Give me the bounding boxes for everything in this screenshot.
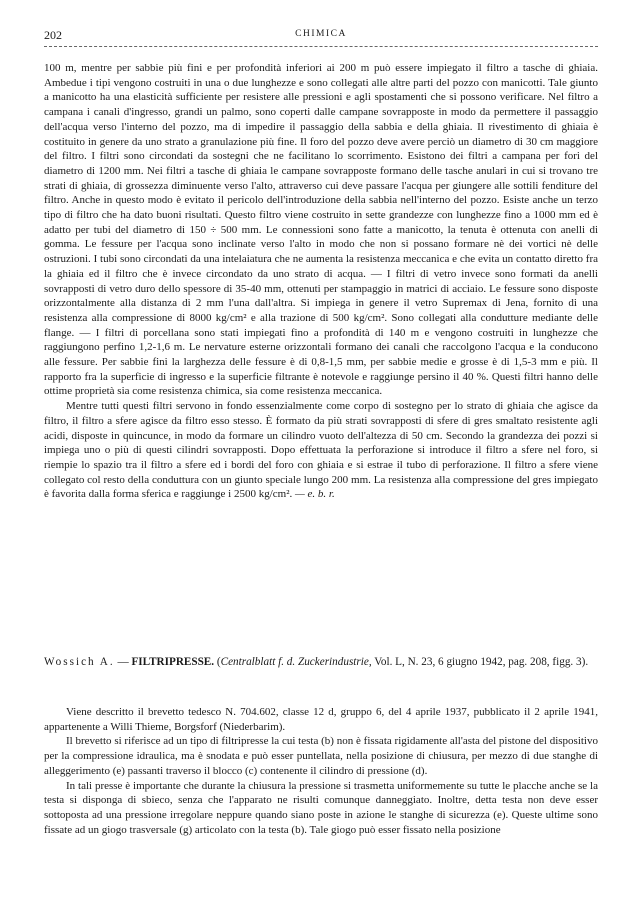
article2-citation: Vol. L, N. 23, 6 giugno 1942, pag. 208, figg. 3). [371, 656, 589, 668]
page-header [44, 28, 598, 42]
article2-paragraph-3: In tali presse è importante che durante la chiusura la pressione si trasmetta uniformemente su tutte le placche anche se la testa si disponga di sbieco, senza che l'apparato ne risulti comunque danneggiato. Inoltre, detta testa non deve esser sottoposta ad una pressione irregolare neppure quando siano poste in azione le stanghe di sicurezza (e). Queste ultime sono fissate ad un giogo trasversale (g) articolato con la testa (b). Tale giogo può esser fissato nella posizione [44, 779, 598, 836]
article2-paragraph-2: Il brevetto si riferisce ad un tipo di filtripresse la cui testa (b) non è fissata rigidamente all'asta del pistone del dispositivo per la compressione idraulica, ma è snodata e può esser puntellata, nella posizione di chiusura, per mezzo di due stanghe di alleggerimento (e) passanti traverso il blocco (c) contenente il cilindro di pressione (d). [44, 735, 598, 777]
article1-paragraph-2 [44, 399, 598, 502]
header-rule [44, 46, 598, 47]
article2-paragraph-1: Viene descritto il brevetto tedesco N. 704.602, classe 12 d, gruppo 6, del 4 aprile 1937, pubblicato il 2 aprile 1941, appartenente a Willi Thieme, Borgsforf (Niederbarim). [44, 706, 598, 733]
article-body-1 [44, 61, 598, 502]
article1-initials: — e. b. r. [295, 488, 335, 501]
article2-dash: — [114, 656, 132, 668]
article2-author: Wossich A. [44, 656, 115, 668]
article1-paragraph-1: 100 m, mentre per sabbie più fini e per profondità inferiori ai 200 m può essere impiegato il filtro a tasche di ghiaia. Ambedue i tipi vengono costruiti in una o due lunghezze e sono collegati alle altre parti del pozzo con manicotti. Tale giunto a manicotto ha una elasticità sufficiente per resistere alle pressioni e agli spostamenti che si possono verificare. Nel filtro a campana i canali d'ingresso, grandi un palmo, sono coperti dalle campane sovrapposte in modo da permettere il passaggio dell'acqua verso l'interno del pozzo, ma di impedire il passaggio della sabbia e della ghiaia. Il rivestimento di ghiaia è costituito in genere da uno strato a granulazione più fine. Il foro del pozzo deve avere perciò un diametro di 30 cm maggiore del filtro. I filtri sono circondati da sostegni che ne facilitano lo scorrimento. Esistono dei filtri a campana per fori del diametro di 1200 mm. Nei filtri a tasche di ghiaia le campane sovrapposte formano delle tasche anulari in cui si trovano tre strati di ghiaia, di grossezza diminuente verso l'alto, attraverso cui deve passare l'acqua per giungere alle sottili fenditure del filtro. Anche in questo modo è evitato il pericolo dell'introduzione della sabbia nell'interno del pozzo. Esiste anche un terzo tipo di filtro che ha dato buoni risultati. Questo filtro viene costruito in sette grandezze con lunghezze fino a 1000 mm ed è adatto per tubi del diametro di 150 ÷ 500 mm. Le connessioni sono fatte a manicotto, la tenuta è ottenuta con anelli di gomma. Le fessure per l'acqua sono inclinate verso l'alto in modo che non si possano formare nè dei vortici nè delle ostruzioni. I tubi sono circondati da una intelaiatura che ne aumenta la resistenza meccanica e che evita un contatto diretto fra la ghiaia ed il filtro che è invece circondato da uno strato di acqua. — I filtri di vetro invece sono formati da anelli sovrapposti di vetro duro dello spessore di 35-40 mm, ottenuti per stampaggio in matrici di acciaio. Le fessure sono disposte orizzontalmente alla distanza di 2 mm l'una dall'altra. Si impiega in genere il vetro Supremax di Jena, fornito di una resistenza alla compressione di 8000 kg/cm² e alla trazione di 500 kg/cm². Sono collegati alla condutture mediante delle flange. — I filtri di porcellana sono stati impiegati fino a profondità di 140 m e vengono costruiti in lunghezze che raggiungono perfino 1,2-1,6 m. Le nervature esterne orizzontali formano dei canali che raccolgono l'acqua e la conducono alle fessure. Per sabbie fini la larghezza delle fessure è di 0,8-1,5 mm, per sabbie medie e grosse è di 1,5-3 mm e più. Il rapporto fra la superficie di ingresso e la superficie filtrante è notevole e raggiunge persino il 40 %. Questi filtri hanno delle ottime proprietà sia come resistenza chimica, sia come resistenza meccanica. [44, 62, 598, 398]
article2-source: Centralblatt f. d. Zuckerindustrie, [220, 656, 372, 668]
page-number: 202 [44, 28, 62, 42]
running-head: CHIMICA [295, 29, 347, 39]
article2-source-open: ( [214, 656, 221, 668]
article-body-2 [44, 705, 598, 837]
article2-heading [44, 655, 598, 670]
article1-paragraph-2-text: Mentre tutti questi filtri servono in fondo essenzialmente come corpo di sostegno per lo strato di ghiaia che agisce da filtro, il filtro a sfere agisce da filtro esso stesso. È formato da più strati sovrapposti di sfere di gres smaltato resistente agli acidi, disposte in quincunce, in modo da formare un cilindro vuoto dell'altezza di 50 cm. Secondo la grandezza dei pozzi si impiega uno o più di questi cilindri sovrapposti. Dopo effettuata la perforazione si introduce il filtro a sfere nel foro, si riempie lo spazio tra il filtro a sfere ed i bordi del foro con ghiaia e si estrae il tubo di perforazione. Il filtro a sfere viene collegato col resto della conduttura con un giunto speciale lungo 200 mm. La resistenza alla compressione del gres impiegato è favorita dalla forma sferica e raggiunge i 2500 kg/cm². [44, 400, 598, 501]
article2-title: FILTRIPRESSE. [131, 656, 215, 668]
